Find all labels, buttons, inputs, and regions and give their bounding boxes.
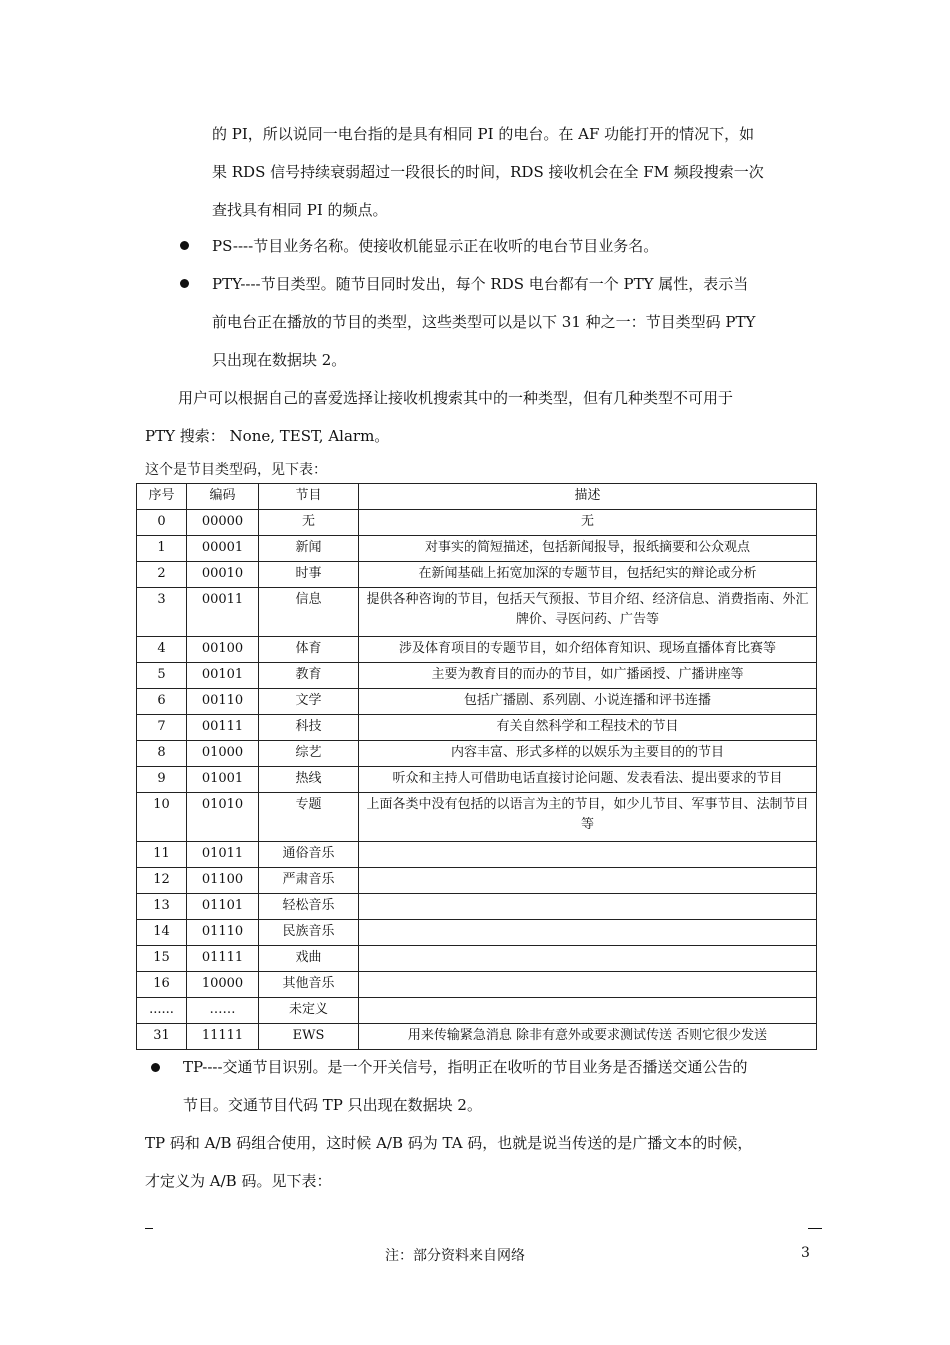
user-para-line: 用户可以根据自己的喜爱选择让接收机搜索其中的一种类型，但有几种类型不可用于 <box>178 389 734 407</box>
cell-code: 11111 <box>187 1024 259 1050</box>
bullet-pty-line: 前电台正在播放的节目的类型，这些类型可以是以下 31 种之一：节目类型码 PTY <box>212 313 756 331</box>
cell-index: 1 <box>137 536 187 562</box>
cell-description: 内容丰富、形式多样的以娱乐为主要目的的节目 <box>359 741 817 767</box>
cell-program: 轻松音乐 <box>259 894 359 920</box>
table-row <box>137 920 817 946</box>
cell-code: 00011 <box>187 588 259 637</box>
cell-index: 4 <box>137 637 187 663</box>
cell-program: 综艺 <box>259 741 359 767</box>
cell-code: 00000 <box>187 510 259 536</box>
paragraph-line: 查找具有相同 PI 的频点。 <box>212 201 388 219</box>
cell-program: 信息 <box>259 588 359 637</box>
cell-description: 有关自然科学和工程技术的节目 <box>359 715 817 741</box>
page-number: 3 <box>801 1245 810 1261</box>
cell-code: 01010 <box>187 793 259 842</box>
table-row <box>137 689 817 715</box>
table-row <box>137 793 817 842</box>
cell-code: 00111 <box>187 715 259 741</box>
tp-para-line: 才定义为 A/B 码。见下表： <box>145 1172 332 1190</box>
cell-code: 00001 <box>187 536 259 562</box>
paragraph-line: 果 RDS 信号持续衰弱超过一段很长的时间，RDS 接收机会在全 FM 频段搜索一次 <box>212 163 764 181</box>
bullet-icon <box>180 279 189 288</box>
cell-program: 热线 <box>259 767 359 793</box>
table-row <box>137 536 817 562</box>
table-caption: 这个是节目类型码，见下表： <box>145 462 327 478</box>
cell-description <box>359 920 817 946</box>
cell-index: 14 <box>137 920 187 946</box>
paragraph-line: 的 PI，所以说同一电台指的是具有相同 PI 的电台。在 AF 功能打开的情况下，如 <box>212 125 755 143</box>
cell-program: 其他音乐 <box>259 972 359 998</box>
cell-index: 2 <box>137 562 187 588</box>
table-row <box>137 510 817 536</box>
cell-code: 01100 <box>187 868 259 894</box>
table-row <box>137 894 817 920</box>
header-code: 编码 <box>187 484 259 510</box>
cell-index: 11 <box>137 842 187 868</box>
header-description: 描述 <box>359 484 817 510</box>
pty-code-table <box>136 483 817 1050</box>
cell-code: 00100 <box>187 637 259 663</box>
table-row <box>137 1024 817 1050</box>
cell-description <box>359 842 817 868</box>
cell-program: 无 <box>259 510 359 536</box>
cell-index: 13 <box>137 894 187 920</box>
cell-code: 01011 <box>187 842 259 868</box>
cell-program: 科技 <box>259 715 359 741</box>
table-row <box>137 562 817 588</box>
cell-index: 9 <box>137 767 187 793</box>
table-row <box>137 767 817 793</box>
bullet-tp-line: 节目。交通节目代码 TP 只出现在数据块 2。 <box>183 1096 482 1114</box>
cell-code: 00110 <box>187 689 259 715</box>
cell-description <box>359 946 817 972</box>
cell-program: 专题 <box>259 793 359 842</box>
table-row <box>137 637 817 663</box>
table-row <box>137 972 817 998</box>
cell-description <box>359 998 817 1024</box>
table-row <box>137 663 817 689</box>
bullet-ps-text: PS----节目业务名称。使接收机能显示正在收听的电台节目业务名。 <box>212 237 659 255</box>
cell-description: 无 <box>359 510 817 536</box>
cell-index: 31 <box>137 1024 187 1050</box>
footer-note: 注：部分资料来自网络 <box>385 1248 525 1264</box>
cell-description: 提供各种咨询的节目，包括天气预报、节目介绍、经济信息、消费指南、外汇牌价、寻医问药、广告等 <box>359 588 817 637</box>
table-row <box>137 741 817 767</box>
cell-program: 时事 <box>259 562 359 588</box>
cell-description: 包括广播剧、系列剧、小说连播和评书连播 <box>359 689 817 715</box>
cell-description: 用来传输紧急消息 除非有意外或要求测试传送 否则它很少发送 <box>359 1024 817 1050</box>
cell-description: 涉及体育项目的专题节目，如介绍体育知识、现场直播体育比赛等 <box>359 637 817 663</box>
cell-program: 未定义 <box>259 998 359 1024</box>
cell-index: 16 <box>137 972 187 998</box>
cell-code: 01101 <box>187 894 259 920</box>
cell-index: 3 <box>137 588 187 637</box>
cell-program: 戏曲 <box>259 946 359 972</box>
cell-program: 民族音乐 <box>259 920 359 946</box>
table-row <box>137 946 817 972</box>
bullet-pty-line: 只出现在数据块 2。 <box>212 351 347 369</box>
footer-left-mark <box>145 1228 153 1229</box>
user-para-line: PTY 搜索： None, TEST, Alarm。 <box>145 427 390 445</box>
bullet-pty-line: PTY----节目类型。随节目同时发出，每个 RDS 电台都有一个 PTY 属性，表示当 <box>212 275 749 293</box>
cell-description: 上面各类中没有包括的以语言为主的节目，如少儿节目、军事节目、法制节目等 <box>359 793 817 842</box>
cell-code: 01111 <box>187 946 259 972</box>
cell-description: 主要为教育目的而办的节目，如广播函授、广播讲座等 <box>359 663 817 689</box>
cell-description <box>359 972 817 998</box>
cell-index: 6 <box>137 689 187 715</box>
cell-description: 在新闻基础上拓宽加深的专题节目，包括纪实的辩论或分析 <box>359 562 817 588</box>
tp-para-line: TP 码和 A/B 码组合使用，这时候 A/B 码为 TA 码，也就是说当传送的是广播文本的时候， <box>145 1134 753 1152</box>
cell-index: 8 <box>137 741 187 767</box>
cell-description <box>359 868 817 894</box>
cell-code: 01000 <box>187 741 259 767</box>
cell-index: 12 <box>137 868 187 894</box>
bullet-tp-line: TP----交通节目识别。是一个开关信号，指明正在收听的节目业务是否播送交通公告的 <box>183 1058 748 1076</box>
cell-index: 0 <box>137 510 187 536</box>
cell-program: EWS <box>259 1024 359 1050</box>
cell-program: 文学 <box>259 689 359 715</box>
cell-program: 通俗音乐 <box>259 842 359 868</box>
cell-index: 10 <box>137 793 187 842</box>
cell-code: 01001 <box>187 767 259 793</box>
footer-right-mark <box>808 1228 822 1229</box>
table-row <box>137 998 817 1024</box>
cell-program: 教育 <box>259 663 359 689</box>
table-header-row <box>137 484 817 510</box>
cell-index: 7 <box>137 715 187 741</box>
table-row <box>137 588 817 637</box>
table-row <box>137 868 817 894</box>
cell-description <box>359 894 817 920</box>
cell-code: …… <box>187 998 259 1024</box>
cell-description: 听众和主持人可借助电话直接讨论问题、发表看法、提出要求的节目 <box>359 767 817 793</box>
cell-code: 10000 <box>187 972 259 998</box>
cell-index: ...... <box>137 998 187 1024</box>
cell-code: 01110 <box>187 920 259 946</box>
cell-code: 00101 <box>187 663 259 689</box>
cell-index: 5 <box>137 663 187 689</box>
header-program: 节目 <box>259 484 359 510</box>
cell-program: 新闻 <box>259 536 359 562</box>
cell-index: 15 <box>137 946 187 972</box>
table-row <box>137 842 817 868</box>
header-index: 序号 <box>137 484 187 510</box>
bullet-icon <box>180 241 189 250</box>
cell-code: 00010 <box>187 562 259 588</box>
bullet-icon <box>151 1063 160 1072</box>
table-row <box>137 715 817 741</box>
cell-description: 对事实的简短描述，包括新闻报导，报纸摘要和公众观点 <box>359 536 817 562</box>
cell-program: 体育 <box>259 637 359 663</box>
cell-program: 严肃音乐 <box>259 868 359 894</box>
